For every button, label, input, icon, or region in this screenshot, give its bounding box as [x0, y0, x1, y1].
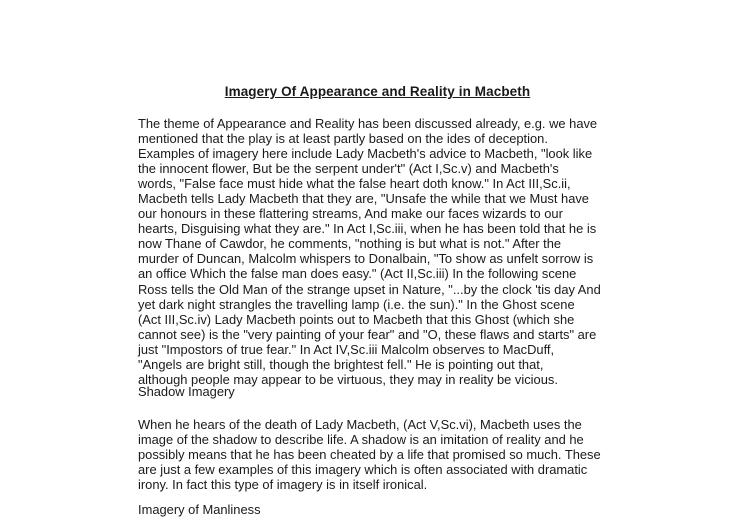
- section-heading-manliness: Imagery of Manliness: [138, 502, 261, 517]
- paragraph-line: cannot see) is the "very painting of your fear" and "O, these flaws and starts" are: [138, 326, 597, 342]
- paragraph-line: now Thane of Cawdor, he comments, "nothing is but what is not." After the: [138, 236, 562, 252]
- paragraph-line: just "Impostors of true fear." In Act IV,Sc.iii Malcolm observes to MacDuff,: [138, 341, 555, 357]
- section-heading-shadow: Shadow Imagery: [138, 384, 235, 399]
- paragraph-line: (Act III,Sc.iv) Lady Macbeth points out to Macbeth that this Ghost (which she: [138, 311, 575, 327]
- paragraph-line: mentioned that the play is at least partly based on the ides of deception.: [138, 131, 548, 147]
- paragraph-line: yet dark night strangles the travelling lamp (i.e. the sun)." In the Ghost scene: [138, 296, 575, 312]
- paragraph-line: murder of Duncan, Malcolm whispers to Donalbain, "To show as unfelt sorrow is: [138, 251, 594, 267]
- paragraph-line: are just a few examples of this imagery which is often associated with dramatic: [138, 462, 588, 478]
- paragraph-line: The theme of Appearance and Reality has been discussed already, e.g. we have: [138, 116, 598, 131]
- paragraph-line: the innocent flower, But be the serpent under't" (Act I,Sc.v) and Macbeth's: [138, 161, 559, 177]
- paragraph-line: Examples of imagery here include Lady Macbeth's advice to Macbeth, "look like: [138, 146, 593, 162]
- paragraph-line: an office Which the false man does easy." (Act II,Sc.iii) In the following scene: [138, 266, 577, 282]
- paragraph-line: words, "False face must hide what the false heart doth know." In Act III,Sc.ii,: [138, 176, 571, 192]
- paragraph-line: Ross tells the Old Man of the strange upset in Nature, "...by the clock 'tis day And: [138, 281, 601, 297]
- intro-paragraph: [138, 116, 628, 387]
- paragraph-line: When he hears of the death of Lady Macbeth, (Act V,Sc.vi), Macbeth uses the: [138, 417, 582, 432]
- paragraph-line: hearts, Disguising what they are." In Act I,Sc.iii, when he has been told that he is: [138, 221, 597, 237]
- paragraph-line: our honours in these flattering streams, And make our faces wizards to our: [138, 206, 563, 222]
- paragraph-line: irony. In fact this type of imagery is in itself ironical.: [138, 477, 428, 493]
- paragraph-line: although people may appear to be virtuous, they may in reality be vicious.: [138, 371, 558, 387]
- shadow-paragraph: [138, 417, 628, 492]
- paragraph-line: Macbeth tells Lady Macbeth that they are, "Unsafe the while that we Must have: [138, 191, 589, 207]
- paragraph-line: "Angels are bright still, though the brightest fell." He is pointing out that,: [138, 356, 544, 372]
- paragraph-line: possibly means that he has been cheated by a life that promised so much. These: [138, 447, 601, 463]
- document-title: Imagery Of Appearance and Reality in Macbeth: [224, 84, 531, 99]
- paragraph-line: image of the shadow to describe life. A shadow is an imitation of reality and he: [138, 432, 584, 448]
